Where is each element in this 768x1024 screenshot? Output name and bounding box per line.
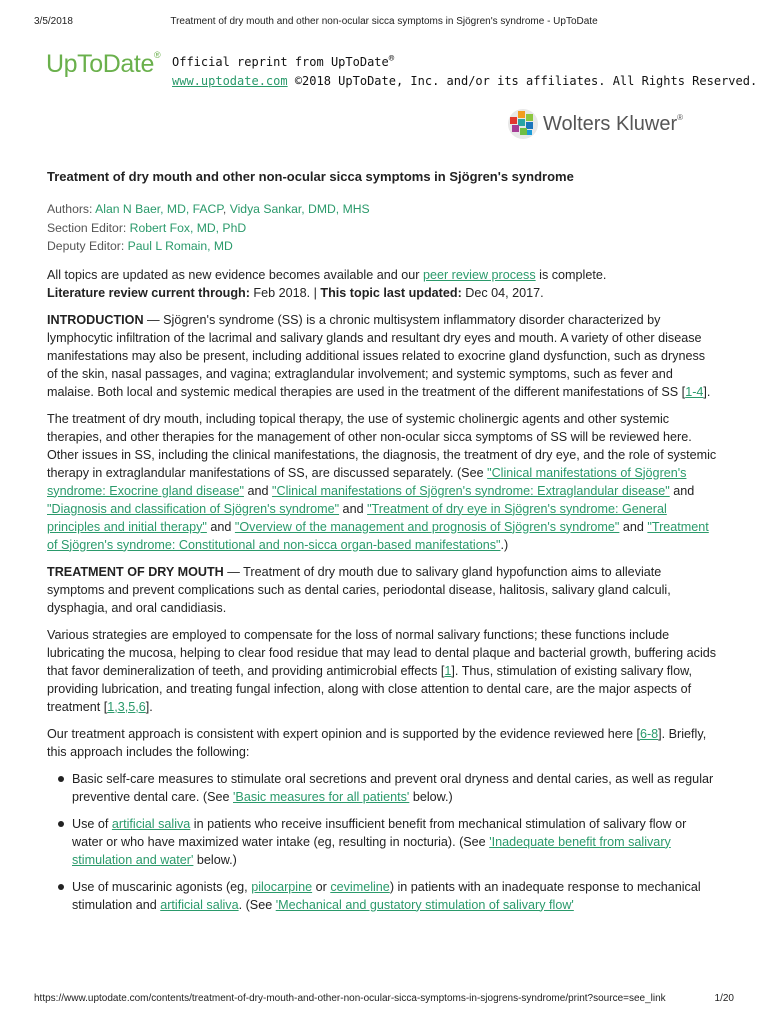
lit-review-label: Literature review current through: (47, 285, 250, 300)
topic-link-constitutional[interactable]: "Treatment of Sjögren's syndrome: Constitutional and non-sicca organ-based manifestations" (47, 519, 709, 552)
section-link-inadequate-benefit[interactable]: 'Inadequate benefit from salivary stimulation and water' (72, 834, 671, 867)
print-doc-title: Treatment of dry mouth and other non-ocular sicca symptoms in Sjögren's syndrome - UpToDate (170, 16, 598, 27)
drug-link-artificial-saliva[interactable]: artificial saliva (160, 897, 239, 912)
reprint-reg: ® (388, 54, 395, 64)
article-title: Treatment of dry mouth and other non-ocular sicca symptoms in Sjögren's syndrome (47, 169, 574, 184)
reprint-notice (172, 50, 757, 91)
author-link-sankar[interactable]: Vidya Sankar, DMD, MHS (229, 202, 370, 216)
section-editor-link[interactable]: Robert Fox, MD, PhD (129, 220, 247, 235)
section-link-mechanical-stimulation[interactable]: 'Mechanical and gustatory stimulation of salivary flow' (275, 897, 574, 912)
dry-mouth-paragraph: TREATMENT OF DRY MOUTH — Treatment of dry mouth due to salivary gland hypofunction aims to alleviate symptoms and prevent complications such as dental caries, periodontal disease, halitosis, salivary gland calculi, dysphagia, and oral candidiasis. (47, 564, 671, 615)
dry-mouth-heading: TREATMENT OF DRY MOUTH (47, 564, 224, 579)
last-updated-label: This topic last updated: (320, 285, 462, 300)
authors-line: Authors: Alan N Baer, MD, FACP, Vidya Sankar, DMD, MHS (47, 202, 370, 216)
topic-link-extraglandular[interactable]: "Clinical manifestations of Sjögren's syndrome: Extraglandular disease" (272, 483, 670, 498)
wolters-kluwer-globe-icon (507, 108, 539, 140)
print-header (34, 16, 734, 30)
article-content (47, 168, 719, 923)
list-item: Basic self-care measures to stimulate oral secretions and prevent oral dryness and dental caries, as well as regular preventive dental care. (See 'Basic measures for all patients' below.) (47, 770, 719, 806)
drug-link-pilocarpine[interactable]: pilocarpine (251, 879, 313, 894)
print-footer (34, 993, 734, 1007)
topic-link-overview[interactable]: "Overview of the management and prognosis of Sjögren's syndrome" (234, 519, 620, 534)
uptodate-logo-text: UpToDate (46, 50, 154, 78)
strategies-paragraph: Various strategies are employed to compensate for the loss of normal salivary functions; these functions include lubricating the mucosa, helping to clear food residue that may lead to dental plaque and bacterial growth, buffering acids that favor demineralization of teeth, and providing antimicrobial effects [1]. Thus, stimulation of existing salivary flow, providing lubrication, and treating fungal infection, along with close attention to dental care, are the major aspects of treatment [1,3,5,6]. (47, 627, 717, 714)
introduction-heading: INTRODUCTION (47, 312, 144, 327)
print-date: 3/5/2018 (34, 16, 73, 27)
drug-link-artificial-saliva[interactable]: artificial saliva (111, 816, 191, 831)
reprint-line: Official reprint from UpToDate (172, 55, 389, 69)
topic-link-diagnosis[interactable]: "Diagnosis and classification of Sjögren's syndrome" (47, 501, 340, 516)
reprint-rights: ©2018 UpToDate, Inc. and/or its affiliates. All Rights Reserved. (287, 74, 758, 88)
uptodate-logo (46, 50, 160, 79)
print-page-url: https://www.uptodate.com/contents/treatment-of-dry-mouth-and-other-non-ocular-sicca-symptoms-in-sjogrens-syndrome/print?source=see_link (34, 993, 666, 1004)
update-notice: All topics are updated as new evidence becomes available and our peer review process is complete. Literature review current through: Feb 2018. | This topic last updated: Dec 04, 2017. (47, 267, 607, 300)
bullet-icon (58, 821, 64, 827)
topic-link-exocrine[interactable]: "Clinical manifestations of Sjögren's syndrome: Exocrine gland disease" (47, 465, 687, 498)
reference-link[interactable]: 6-8 (639, 726, 659, 741)
bullet-icon (58, 884, 64, 890)
topic-link-dry-eye[interactable]: "Treatment of dry eye in Sjögren's syndrome: General principles and initial therapy" (47, 501, 667, 534)
approach-list (47, 770, 719, 914)
wolters-kluwer-name: Wolters Kluwer® (543, 113, 684, 135)
scope-paragraph: The treatment of dry mouth, including topical therapy, the use of systemic cholinergic agents and other systemic therapies, and other therapies for the management of other non-ocular sicca symptoms of SS will be reviewed here. Other issues in SS, including the clinical manifestations, the diagnosis, the treatment of dry eye, and the role of systemic therapy in extraglandular manifestations of SS, are discussed separately. (See "Clinical manifestations of Sjögren's syndrome: Exocrine gland disease" and "Clinical manifestations of Sjögren's syndrome: Extraglandular disease" and "Diagnosis and classification of Sjögren's syndrome" and "Treatment of dry eye in Sjögren's syndrome: General principles and initial therapy" and "Overview of the management and prognosis of Sjögren's syndrome" and "Treatment of Sjögren's syndrome: Constitutional and non-sicca organ-based manifestations".) (47, 411, 717, 552)
lit-review-value: Feb 2018. | (249, 285, 321, 300)
introduction-paragraph: INTRODUCTION — Sjögren's syndrome (SS) is a chronic multisystem inflammatory disorder characterized by lymphocytic infiltration of the lacrimal and salivary glands and resultant dry eyes and mouth. A variety of other disease manifestations may also be present, including additional issues related to exocrine gland dysfunction, such as dryness of the skin, nasal passages, and vagina; extraglandular involvement; and systemic symptoms, such as fever and malaise. Both local and systemic medical therapies are used in the treatment of the different manifestations of SS [1-4]. (47, 312, 711, 399)
uptodate-site-link[interactable]: www.uptodate.com (172, 74, 288, 88)
author-link-baer[interactable]: Alan N Baer, MD, FACP (95, 202, 223, 216)
uptodate-logo-reg: ® (153, 50, 161, 60)
reference-link[interactable]: 1,3,5,6 (107, 699, 146, 714)
last-updated-value: Dec 04, 2017. (461, 285, 544, 300)
reference-link[interactable]: 1-4 (685, 384, 704, 399)
list-item: Use of muscarinic agonists (eg, pilocarpine or cevimeline) in patients with an inadequate response to mechanical stimulation and artificial saliva. (See 'Mechanical and gustatory stimulation of salivary flow' (47, 878, 719, 914)
bullet-icon (58, 776, 64, 782)
drug-link-cevimeline[interactable]: cevimeline (330, 879, 390, 894)
list-item: Use of artificial saliva in patients who receive insufficient benefit from mechanical stimulation of salivary flow or water or who have maximized water intake (eg, resulting in nocturia). (See 'Inadequate benefit from salivary stimulation and water' below.) (47, 815, 719, 869)
deputy-editor-link[interactable]: Paul L Romain, MD (127, 239, 233, 253)
approach-paragraph: Our treatment approach is consistent with expert opinion and is supported by the evidence reviewed here [6-8]. Briefly, this approach includes the following: (47, 726, 707, 759)
print-page-number: 1/20 (714, 993, 734, 1004)
reference-link[interactable]: 1 (444, 663, 452, 678)
section-editor-line: Section Editor: Robert Fox, MD, PhD (47, 220, 247, 235)
peer-review-link[interactable]: peer review process (422, 267, 536, 282)
deputy-editor-line: Deputy Editor: Paul L Romain, MD (47, 239, 233, 253)
section-link-basic-measures[interactable]: 'Basic measures for all patients' (233, 789, 410, 804)
